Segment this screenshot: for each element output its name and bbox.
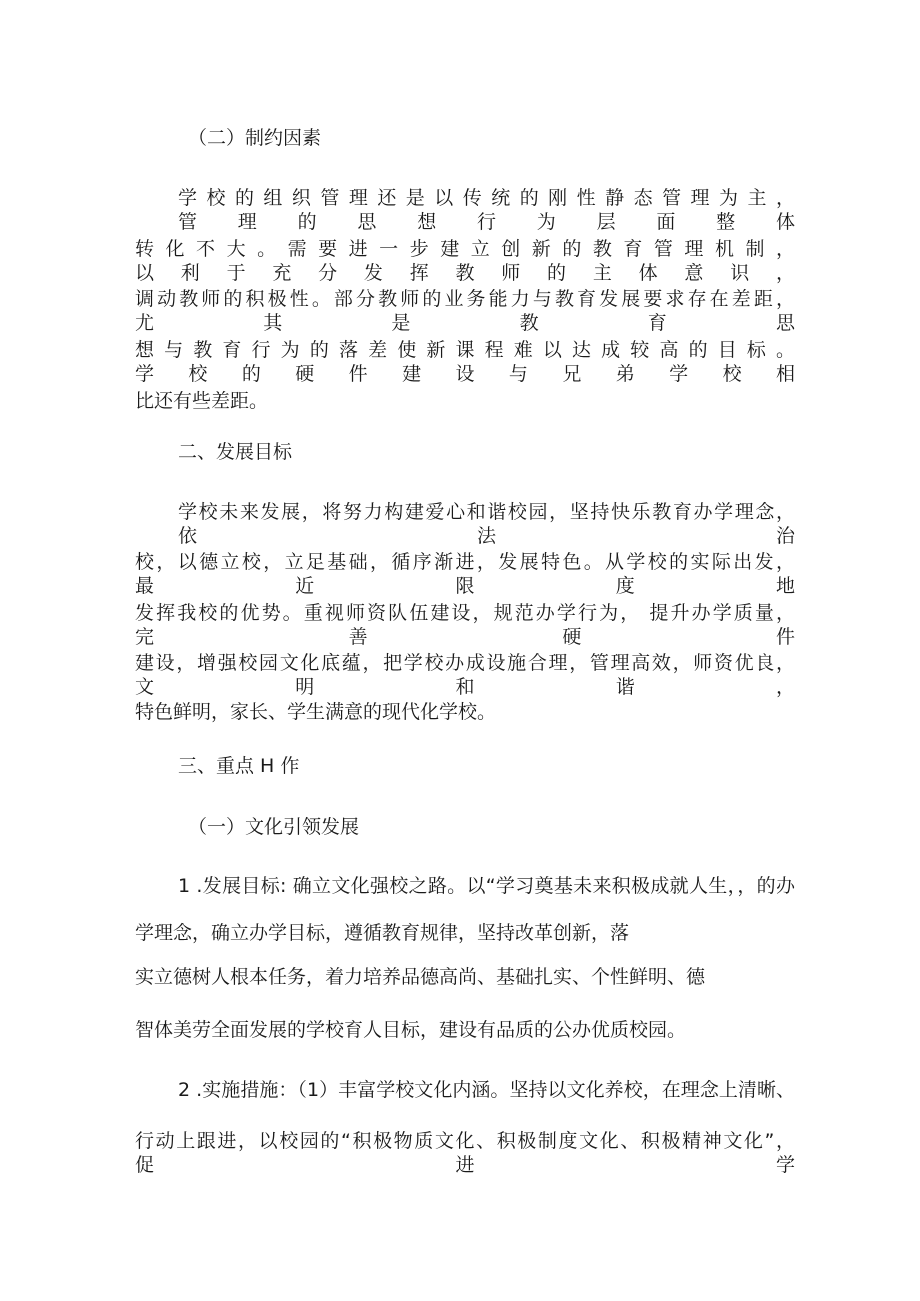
heading-key-work: 三、重点 H 作 <box>178 755 300 777</box>
paragraph-line: 建设，增强校园文化底蕴，把学校办成设施合理，管理高效，师资优良，文明和谐， <box>135 652 795 698</box>
paragraph-line: 校，以德立校，立足基础，循序渐进，发展特色。从学校的实际出发，最近限度地 <box>135 551 795 597</box>
list-item-line: 2 .实施措施：（1）丰富学校文化内涵。坚持以文化养校，在理念上清晰、 <box>178 1079 795 1101</box>
paragraph-line: 发挥我校的优势。重视师资队伍建设，规范办学行为， 提升办学质量， 完善硬件 <box>135 602 795 648</box>
paragraph-line: 学校未来发展，将努力构建爱心和谐校园，坚持快乐教育办学理念，依法治 <box>178 501 795 547</box>
paragraph-line: 特色鲜明，家长、学生满意的现代化学校。 <box>135 701 497 723</box>
section-subheading-culture: （一）文化引领发展 <box>188 816 360 838</box>
paragraph-line: 学校的组织管理还是以传统的刚性静态管理为主，管理的思想行为层面整体 <box>178 187 795 233</box>
section-subheading-constraints: （二）制约因素 <box>188 127 322 149</box>
list-item-line: 行动上跟进，以校园的“积极物质文化、积极制度文化、积极精神文化”，促进学 <box>135 1130 795 1176</box>
paragraph-line: 比还有些差距。 <box>135 390 269 412</box>
paragraph-line: 转化不大。需要进一步建立创新的教育管理机制，以利于充分发挥教师的主体意识， <box>135 238 795 284</box>
list-item-line: 1 .发展目标: 确立文化强校之路。以“学习奠基未来积极成就人生，，的办 <box>178 875 795 897</box>
list-item-line: 学理念，确立办学目标，遵循教育规律，坚持改革创新，落 <box>135 922 630 944</box>
list-item-line: 智体美劳全面发展的学校育人目标，建设有品质的公办优质校园。 <box>135 1019 687 1041</box>
paragraph-line: 调动教师的积极性。部分教师的业务能力与教育发展要求存在差距，尤其是教育思 <box>135 288 795 334</box>
heading-development-goals: 二、发展目标 <box>178 441 293 463</box>
list-item-line: 实立德树人根本任务，着力培养品德高尚、基础扎实、个性鲜明、德 <box>135 966 706 988</box>
paragraph-line: 想与教育行为的落差使新课程难以达成较高的目标。学校的硬件建设与兄弟学校相 <box>135 339 795 385</box>
